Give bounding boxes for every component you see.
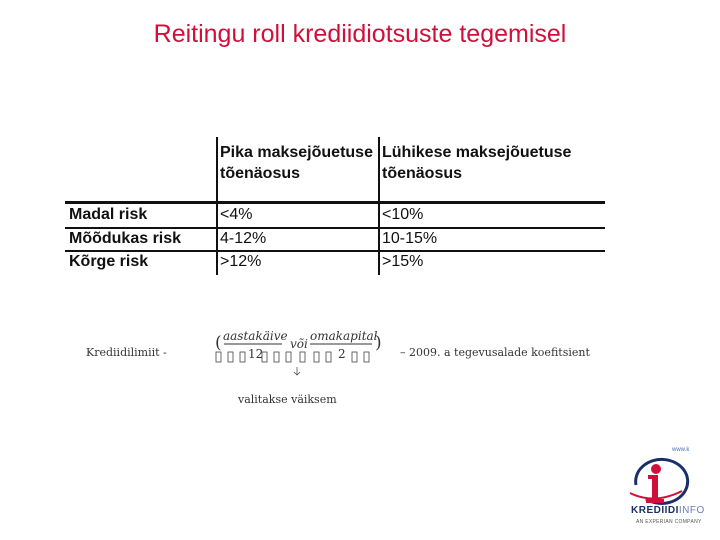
term-or: või [290, 337, 308, 351]
term-annual-turnover: aastakäive [223, 329, 288, 343]
cell-low-short: <10% [382, 206, 424, 223]
choose-smaller-note: valitakse väiksem [238, 393, 337, 406]
formula-label: Krediidilimiit - [86, 346, 167, 359]
column-divider-1 [216, 137, 218, 275]
close-paren-outer: ) [375, 333, 382, 353]
row-rule-2 [65, 250, 605, 252]
slide-title: Reitingu roll krediidiotsuste tegemisel [153, 20, 567, 48]
column-divider-2 [378, 137, 380, 275]
header-short-default: Lühikese maksejõuetuse tõenäosus [382, 144, 572, 182]
divisor-12: 12 [248, 347, 264, 361]
cell-high-long: >12% [220, 253, 262, 270]
cell-moderate-long: 4-12% [220, 230, 267, 247]
row-label-low: Madal risk [69, 206, 148, 223]
row-rule-1 [65, 227, 605, 229]
cell-high-short: >15% [382, 253, 424, 270]
down-arrow-icon [294, 367, 300, 375]
header-rule [65, 201, 605, 204]
row-label-moderate: Mõõdukas risk [69, 230, 182, 247]
missing-glyph-boxes [216, 352, 369, 362]
logo-wordmark: KREDIIDIINFO [631, 505, 705, 516]
logo-tagline: AN EXPERIAN COMPANY [636, 519, 702, 525]
cell-low-long: <4% [220, 206, 253, 223]
open-paren-outer: ( [215, 333, 222, 353]
coefficient-note: – 2009. a tegevusalade koefitsient [400, 346, 590, 359]
cell-moderate-short: 10-15% [382, 230, 438, 247]
row-label-high: Kõrge risk [69, 253, 149, 270]
term-equity: omakapital [310, 329, 378, 343]
header-long-default: Pika maksejõuetuse tõenäosus [220, 144, 373, 182]
credit-limit-formula [210, 328, 385, 378]
risk-table [65, 0, 605, 540]
corner-url-text: www.k [672, 447, 690, 453]
divisor-2: 2 [338, 347, 346, 361]
